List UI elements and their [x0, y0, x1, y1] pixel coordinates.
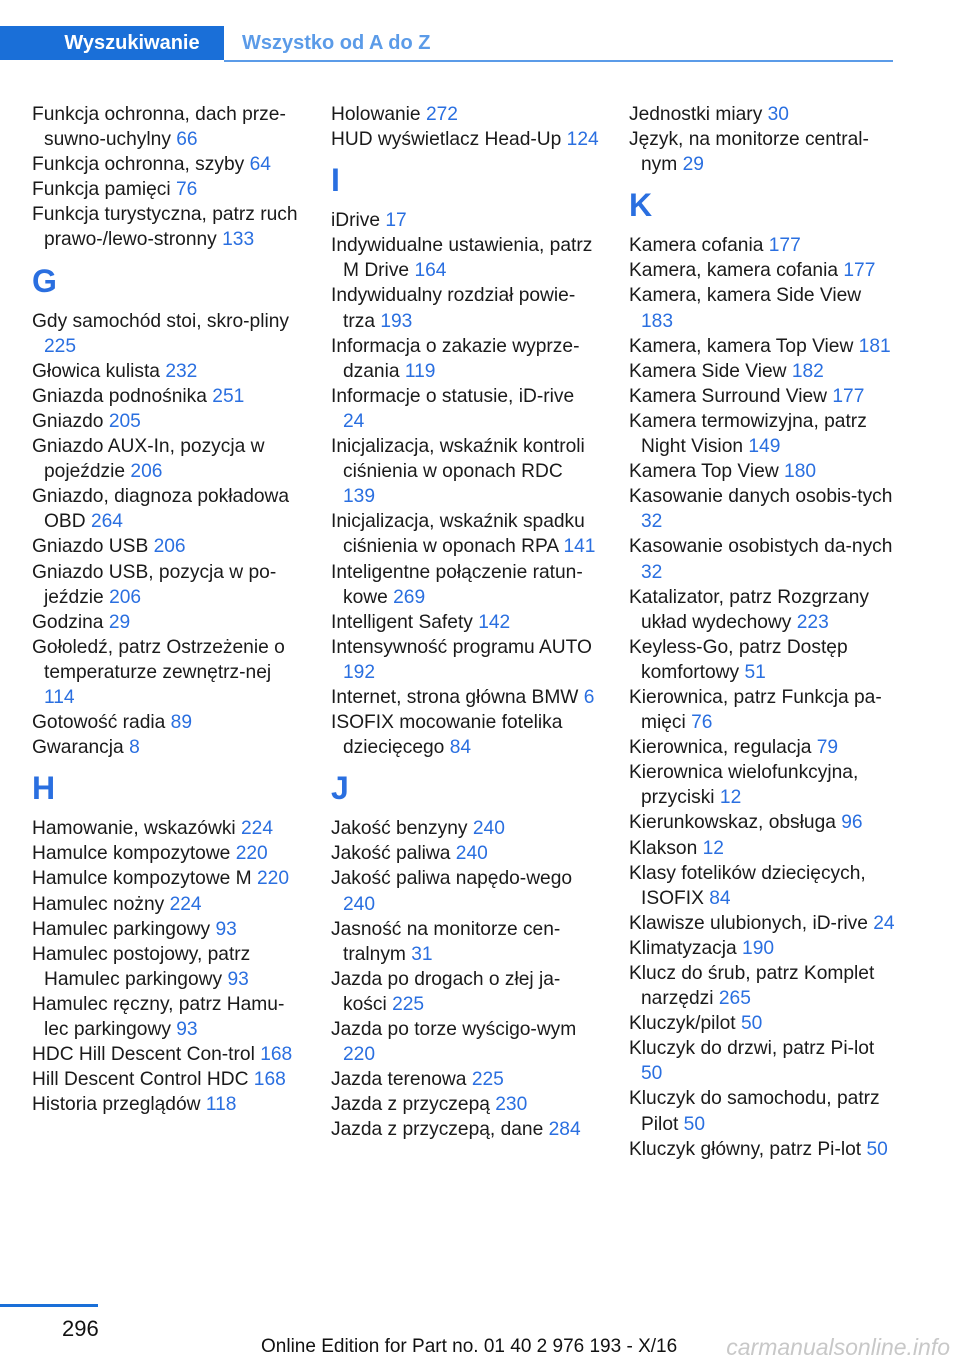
index-page-link[interactable]: 205: [108, 410, 141, 432]
index-page-link[interactable]: 76: [175, 179, 198, 201]
index-entry-text: Kierownica, regulacja: [629, 737, 812, 759]
index-page-link[interactable]: 240: [455, 843, 488, 865]
index-page-link[interactable]: 66: [176, 129, 198, 151]
tab-a-to-z[interactable]: Wszystko od A do Z: [242, 32, 431, 54]
index-page-link[interactable]: 182: [791, 360, 824, 382]
index-page-link[interactable]: 89: [170, 712, 192, 734]
section-letter: J: [331, 770, 349, 807]
index-page-link[interactable]: 264: [90, 511, 123, 533]
index-page-link[interactable]: 177: [832, 385, 865, 407]
index-entry-text: Kluczyk główny, patrz Pi-lot: [629, 1138, 862, 1160]
index-page-link[interactable]: 230: [495, 1094, 528, 1116]
index-entry: [331, 610, 599, 635]
index-entry: [629, 1086, 897, 1136]
index-page-link[interactable]: 93: [215, 918, 237, 940]
index-entry: [629, 258, 897, 283]
index-entry-text: Kluczyk do samochodu, patrz Pilot: [629, 1088, 880, 1135]
index-entry: [331, 710, 599, 760]
index-entry-text: Inicjalizacja, wskaźnik spadku ciśnienia w oponach RPA: [331, 511, 585, 558]
index-entry-text: Funkcja ochronna, szyby: [32, 154, 245, 176]
index-entry: [629, 459, 897, 484]
index-entry: [629, 1036, 897, 1086]
index-entry: [629, 836, 897, 861]
index-page-link[interactable]: 192: [343, 661, 376, 683]
index-entry-text: Kluczyk/pilot: [629, 1013, 736, 1035]
index-entry: [629, 760, 897, 810]
index-page-link[interactable]: 139: [343, 486, 376, 508]
tab-bar: [0, 26, 893, 62]
index-entry-text: Kasowanie osobistych da-nych: [629, 536, 893, 558]
watermark: carmanualsonline.info: [726, 1334, 950, 1360]
index-entry-text: Kluczyk do drzwi, patrz Pi-lot: [629, 1038, 875, 1060]
index-page-link[interactable]: 50: [683, 1113, 706, 1135]
index-entry: [32, 409, 300, 434]
index-page-link[interactable]: 114: [44, 686, 75, 708]
index-entry-text: Klimatyzacja: [629, 937, 737, 959]
index-entry: [32, 1067, 300, 1092]
index-entry: [331, 127, 599, 152]
index-page-link[interactable]: 240: [472, 818, 505, 840]
index-entry-text: Intensywność programu AUTO: [331, 636, 592, 658]
index-entry: [629, 484, 897, 534]
index-entry-text: Jasność na monitorze cen-tralnym: [331, 918, 561, 965]
index-page-link[interactable]: 32: [641, 511, 663, 533]
index-entry-text: Funkcja turystyczna, patrz ruch prawo-/lewo-stronny: [32, 204, 298, 251]
index-entry-text: Klawisze ulubionych, iD-rive: [629, 912, 868, 934]
index-entry: [331, 1067, 599, 1092]
index-entry-text: Inteligentne połączenie ratun-kowe: [331, 561, 583, 608]
index-entry-text: Internet, strona główna BMW: [331, 686, 579, 708]
index-entry-text: Kasowanie danych osobis-tych: [629, 486, 893, 508]
index-entry-text: Głowica kulista: [32, 360, 160, 382]
index-page-link[interactable]: 84: [709, 887, 731, 909]
index-entry: [331, 560, 599, 610]
index-entry-text: HUD wyświetlacz Head-Up: [331, 129, 562, 151]
index-page-link[interactable]: 225: [392, 993, 425, 1015]
index-page-link[interactable]: 96: [841, 812, 863, 834]
index-entry-text: Klucz do śrub, patrz Komplet narzędzi: [629, 963, 875, 1010]
index-page-link[interactable]: 64: [249, 154, 271, 176]
index-page-link[interactable]: 32: [641, 561, 663, 583]
tab-search[interactable]: Wyszukiwanie: [0, 26, 224, 60]
index-entry-text: Kamera Surround View: [629, 385, 828, 407]
index-entry-text: Jazda po drogach o złej ja-kości: [331, 968, 561, 1015]
index-entry: [629, 102, 897, 127]
index-page-link[interactable]: 50: [740, 1013, 763, 1035]
index-entry: [629, 685, 897, 735]
index-page-link[interactable]: 190: [742, 937, 775, 959]
index-entry-text: Hamulec nożny: [32, 893, 165, 915]
index-entry-text: Kierownica wielofunkcyjna, przyciski: [629, 762, 859, 809]
index-entry: [629, 1137, 897, 1162]
index-entry: [32, 866, 300, 891]
index-entry: [32, 560, 300, 610]
index-entry: [331, 233, 599, 283]
index-entry-text: Gwarancja: [32, 737, 124, 759]
index-entry-text: Historia przeglądów: [32, 1094, 201, 1116]
index-entry-text: Gdy samochód stoi, skro-pliny: [32, 310, 289, 332]
index-entry: [331, 1092, 599, 1117]
index-entry-text: Inicjalizacja, wskaźnik kontroli ciśnienia w oponach RDC: [331, 436, 585, 483]
index-page-link[interactable]: 50: [641, 1063, 663, 1085]
index-entry: [629, 936, 897, 961]
index-entry: [32, 841, 300, 866]
index-page-link[interactable]: 149: [748, 436, 781, 458]
index-entry-text: Intelligent Safety: [331, 611, 473, 633]
index-page-link[interactable]: 6: [583, 686, 595, 708]
index-page-link[interactable]: 224: [169, 893, 202, 915]
index-page-link[interactable]: 269: [393, 586, 426, 608]
index-page-link[interactable]: 164: [414, 260, 447, 282]
index-entry: [32, 152, 300, 177]
index-page-link[interactable]: 168: [260, 1044, 293, 1066]
index-page-link[interactable]: 50: [866, 1138, 888, 1160]
index-page-link[interactable]: 224: [241, 818, 274, 840]
index-entry-text: Hamulce kompozytowe M: [32, 868, 252, 890]
index-page-link[interactable]: 76: [691, 712, 713, 734]
index-entry-text: Klasy fotelików dziecięcych, ISOFIX: [629, 862, 866, 909]
index-entry: [331, 283, 599, 333]
index-page-link[interactable]: 29: [108, 611, 131, 633]
index-page-link[interactable]: 12: [702, 837, 724, 859]
index-entry-text: Kamera termowizyjna, patrz Night Vision: [629, 410, 867, 458]
index-entry-text: Gotowość radia: [32, 712, 166, 734]
index-entry-text: Hamulec ręczny, patrz Hamu-lec parkingowy: [32, 993, 285, 1040]
index-entry: [629, 635, 897, 685]
index-entry: [32, 917, 300, 942]
index-entry: [629, 127, 897, 177]
index-page-link[interactable]: 225: [44, 335, 77, 357]
index-page-link[interactable]: 206: [130, 461, 163, 483]
index-entry: [32, 635, 300, 710]
index-entry: [629, 735, 897, 760]
index-entry-text: Funkcja pamięci: [32, 179, 171, 201]
index-column-3: [629, 102, 897, 1162]
index-page-link[interactable]: 51: [744, 661, 766, 683]
index-entry-text: Gniazda podnośnika: [32, 385, 207, 407]
index-page-link[interactable]: 168: [253, 1069, 286, 1091]
index-page-link[interactable]: 24: [873, 912, 895, 934]
index-page-link[interactable]: 284: [548, 1119, 581, 1141]
index-entry: [32, 177, 300, 202]
index-entry: [32, 1042, 300, 1067]
index-page-link[interactable]: 12: [719, 787, 742, 809]
index-page-link[interactable]: 232: [165, 360, 198, 382]
index-entry-text: Jakość paliwa napędo-wego: [331, 868, 573, 890]
index-page-link[interactable]: 225: [471, 1069, 504, 1091]
index-entry: [32, 735, 300, 760]
index-entry: [32, 384, 300, 409]
index-entry-text: Jazda z przyczepą, dane: [331, 1119, 544, 1141]
index-entry: [331, 208, 599, 233]
index-entry-text: Kamera Top View: [629, 461, 779, 483]
index-entry: [32, 102, 300, 152]
footer-rule: [0, 1304, 98, 1307]
index-entry-text: Godzina: [32, 611, 104, 633]
index-entry: [629, 334, 897, 359]
index-page-link[interactable]: 177: [843, 260, 876, 282]
index-entry: [32, 309, 300, 359]
index-page-link[interactable]: 251: [212, 385, 245, 407]
index-entry-text: Jakość paliwa: [331, 843, 451, 865]
index-page-link[interactable]: 93: [176, 1019, 198, 1040]
index-page-link[interactable]: 220: [343, 1044, 376, 1066]
index-page-link[interactable]: 141: [563, 536, 596, 558]
index-entry: [331, 685, 599, 710]
index-entry: [32, 434, 300, 484]
index-entry-text: Indywidualny rozdział powie-trza: [331, 285, 576, 332]
index-page-link[interactable]: 177: [768, 235, 801, 257]
index-entry-text: Holowanie: [331, 104, 421, 125]
index-page-link[interactable]: 183: [641, 310, 674, 332]
index-entry: [32, 484, 300, 534]
index-entry-text: Hill Descent Control HDC: [32, 1069, 249, 1091]
index-entry-text: Kamera, kamera cofania: [629, 260, 839, 282]
index-entry: [32, 1092, 300, 1117]
index-entry: [629, 283, 897, 333]
index-page-link[interactable]: 220: [235, 843, 268, 865]
index-entry: [331, 334, 599, 384]
index-page-link[interactable]: 193: [380, 310, 413, 332]
index-entry: [32, 610, 300, 635]
section-letter: H: [32, 770, 56, 807]
index-entry: [32, 202, 300, 252]
index-entry: [629, 961, 897, 1011]
index-entry-text: Gniazdo USB, pozycja w po-jeździe: [32, 561, 277, 608]
index-page-link[interactable]: 30: [767, 104, 789, 125]
index-page-link[interactable]: 181: [858, 335, 891, 357]
index-entry-text: Indywidualne ustawienia, patrz M Drive: [331, 235, 593, 282]
index-entry: [32, 892, 300, 917]
index-entry-text: iDrive: [331, 210, 381, 232]
index-entry: [331, 866, 599, 916]
section-letter: K: [629, 187, 653, 224]
index-entry-text: Informacja o zakazie wyprze-dzania: [331, 335, 580, 382]
section-letter: I: [331, 162, 340, 199]
index-column-1: [32, 102, 300, 1117]
index-page-link[interactable]: 240: [343, 893, 376, 915]
index-entry-text: Hamulce kompozytowe: [32, 843, 231, 865]
index-entry-text: Gniazdo: [32, 410, 104, 432]
index-entry-text: Hamulec postojowy, patrz Hamulec parkingowy: [32, 943, 251, 990]
index-page-link[interactable]: 118: [205, 1094, 237, 1116]
index-entry: [331, 509, 599, 559]
index-entry: [32, 534, 300, 559]
index-page-link[interactable]: 124: [566, 129, 599, 151]
index-entry-text: Hamulec parkingowy: [32, 918, 211, 940]
index-entry-text: Informacje o statusie, iD-rive: [331, 385, 575, 407]
index-entry: [32, 710, 300, 735]
index-page-link[interactable]: 265: [718, 988, 751, 1010]
index-entry: [629, 359, 897, 384]
index-entry-text: Jazda po torze wyścigo-wym: [331, 1019, 577, 1040]
index-page-link[interactable]: 8: [129, 737, 140, 759]
index-entry: [331, 841, 599, 866]
index-entry: [32, 359, 300, 384]
index-entry: [629, 810, 897, 835]
index-entry-text: Hamowanie, wskazówki: [32, 818, 236, 840]
index-entry: [331, 917, 599, 967]
index-entry-text: Kierownica, patrz Funkcja pa-mięci: [629, 686, 882, 734]
index-page-link[interactable]: 272: [425, 104, 458, 125]
index-page-link[interactable]: 119: [404, 360, 436, 382]
index-entry-text: Kamera Side View: [629, 360, 787, 382]
index-page-link[interactable]: 223: [796, 611, 829, 633]
index-entry-text: Gołoledź, patrz Ostrzeżenie o temperaturze zewnętrz-nej: [32, 636, 285, 683]
index-page-link[interactable]: 206: [153, 536, 186, 558]
index-entry: [629, 409, 897, 459]
index-entry-text: Gniazdo, diagnoza pokładowa OBD: [32, 486, 290, 533]
section-letter: G: [32, 262, 57, 299]
index-entry: [629, 1011, 897, 1036]
index-entry-text: Jazda z przyczepą: [331, 1094, 490, 1116]
index-entry-text: HDC Hill Descent Con-trol: [32, 1044, 255, 1066]
index-page-link[interactable]: 206: [109, 586, 142, 608]
index-page-link[interactable]: 180: [784, 461, 817, 483]
index-entry-text: Jazda terenowa: [331, 1069, 467, 1091]
index-page-link[interactable]: 31: [411, 943, 433, 965]
index-entry: [629, 534, 897, 584]
index-entry: [629, 861, 897, 911]
index-entry-text: Język, na monitorze central-nym: [629, 129, 869, 176]
index-entry-text: Gniazdo AUX-In, pozycja w pojeździe: [32, 436, 265, 483]
index-page-link[interactable]: 133: [222, 229, 255, 251]
index-page-link[interactable]: 79: [816, 737, 839, 759]
index-entry: [629, 911, 897, 936]
index-entry-text: Gniazdo USB: [32, 536, 149, 558]
index-entry: [331, 1117, 599, 1142]
index-entry: [331, 967, 599, 1017]
index-entry-text: Kierunkowskaz, obsługa: [629, 812, 836, 834]
index-entry-text: Kamera, kamera Side View: [629, 285, 862, 307]
index-entry-text: Kamera, kamera Top View: [629, 335, 854, 357]
index-page-link[interactable]: 17: [385, 210, 407, 232]
index-entry: [331, 384, 599, 434]
index-entry-text: Katalizator, patrz Rozgrzany układ wydechowy: [629, 586, 869, 633]
index-entry-text: Kamera cofania: [629, 235, 764, 257]
page-number: 296: [62, 1316, 99, 1341]
index-column-2: [331, 102, 599, 1142]
tab-underline: [224, 60, 893, 62]
index-entry: [629, 233, 897, 258]
index-page-link[interactable]: 142: [478, 611, 511, 633]
index-entry-text: Klakson: [629, 837, 698, 859]
index-entry: [331, 816, 599, 841]
index-entry-text: Funkcja ochronna, dach prze-suwno-uchylny: [32, 104, 286, 151]
index-entry-text: Keyless-Go, patrz Dostęp komfortowy: [629, 636, 848, 683]
index-page-link[interactable]: 84: [449, 737, 472, 759]
index-entry: [629, 585, 897, 635]
index-entry: [629, 384, 897, 409]
edition-footer: Online Edition for Part no. 01 40 2 976 193 - X/16: [261, 1336, 678, 1357]
index-page-link[interactable]: 24: [343, 410, 365, 432]
index-entry: [331, 1017, 599, 1067]
index-entry-text: ISOFIX mocowanie fotelika dziecięcego: [331, 712, 563, 759]
index-page-link[interactable]: 93: [227, 968, 249, 990]
index-entry: [32, 992, 300, 1042]
index-entry: [331, 102, 599, 127]
index-entry: [32, 816, 300, 841]
index-entry-text: Jakość benzyny: [331, 818, 468, 840]
index-entry: [331, 635, 599, 685]
index-entry-text: Jednostki miary: [629, 104, 763, 125]
index-entry: [331, 434, 599, 509]
index-page-link[interactable]: 220: [257, 868, 290, 890]
index-entry: [32, 942, 300, 992]
index-page-link[interactable]: 29: [682, 154, 704, 176]
